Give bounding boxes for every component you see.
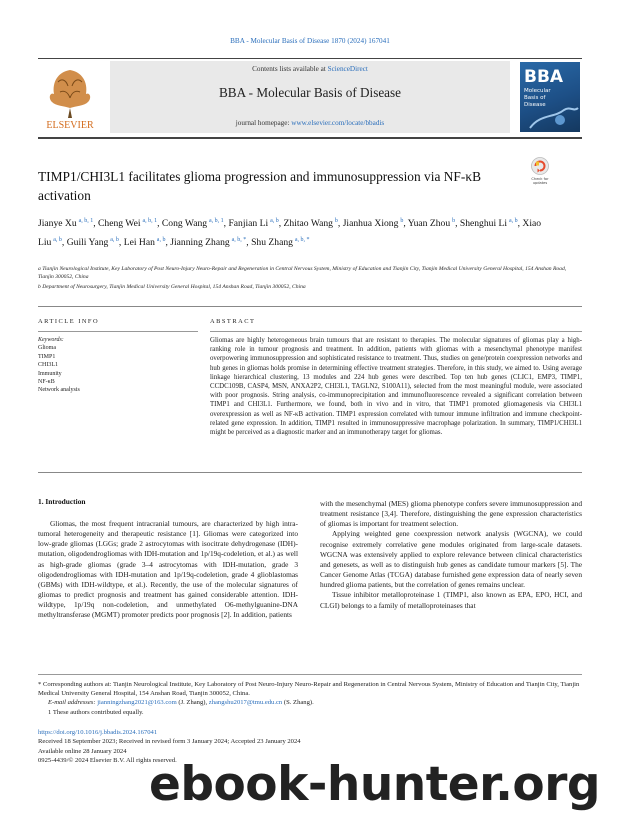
author-name: Lei Han — [123, 237, 155, 249]
available-online: Available online 28 January 2024 — [38, 747, 127, 755]
article-title: TIMP1/CHI3L1 facilitates glioma progression and immunosuppression via NF-κB activation — [38, 169, 482, 203]
author-name: Cong Wang — [161, 218, 208, 230]
contents-prefix: Contents lists available at — [252, 65, 328, 73]
watermark-text: ebook-hunter.org — [149, 757, 601, 812]
author-name: Shenghui Li — [459, 218, 508, 230]
keyword-item: Network analysis — [38, 387, 80, 394]
running-journal-citation[interactable]: BBA - Molecular Basis of Disease 1870 (2024) 167041 — [230, 37, 390, 45]
author[interactable] — [343, 218, 404, 229]
keyword-item: CHI3L1 — [38, 362, 58, 369]
abstract-heading: ABSTRACT — [210, 318, 256, 325]
svg-text:Disease: Disease — [524, 102, 546, 108]
homepage-prefix: journal homepage: — [235, 119, 292, 127]
header-rule-top — [38, 58, 582, 59]
abstract-rule — [210, 331, 582, 332]
doi-link[interactable]: https://doi.org/10.1016/j.bbadis.2024.167041 — [38, 729, 158, 736]
keyword-item: NF-κB — [38, 379, 55, 386]
footnote-rule — [38, 674, 582, 675]
author[interactable] — [408, 218, 455, 229]
elsevier-logo — [38, 62, 102, 132]
article-info-rule — [38, 331, 198, 332]
author-affiliation-marks[interactable]: a, b — [110, 237, 119, 244]
author-affiliation-marks[interactable]: a, b — [270, 218, 279, 224]
author-affiliation-marks[interactable]: a, b, * — [231, 237, 247, 244]
svg-text:Molecular: Molecular — [524, 88, 551, 94]
footnotes — [38, 680, 582, 717]
intro-paragraph: Tissue inhibitor metalloproteinase 1 (TIMP1, also known as EPA, EPO, HCI, and CLGI) belongs to a family of metalloproteinases that — [320, 590, 582, 610]
intro-paragraph: Applying weighted gene coexpression network analysis (WGCNA), we could recognise extremely correlative gene modules originated from large-scale datasets. WGCNA was extensively applied to explore relevance between clinical characteristics and genesets, as well as to distinguish hub genes as candidate tumour markers [5]. The Cancer Genome Atlas (TCGA) database furnished gene expression data of nearly seven hundred glioma patients, but the correlation of genes remains unclear. — [320, 529, 582, 590]
intro-paragraph: Gliomas, the most frequent intracranial tumours, are characterized by high intra-tumoral heterogeneity and therapeutic resistance [1]. Gliomas were categorized into low-grade gliomas (LGGs; grade 2 astrocytomas with isocitrate dehydrogenase (IDH)-mutation, oligodendrogliomas with IDH-mutation and 1p/19q-codeletion, et al.) as well as high-grade gliomas (grade 3–4 astrocytomas with IDH-mutation, grade 3 oligodendrogliomas with IDH-mutation and 1p/19q-codeletion, grade 4 glioblastomas (GBMs) with IDH-wildtype, et al.). Recently, the use of the molecular signatures of gliomas to predict prognosis and treatment has gained considerable attention. IDH-wildtype, 1p/19q non-codeletion, and unmethylated O6-methylguanine-DNA methyltransferase (MGMT) promoter predicts poor prognosis [2]. In addition, patients — [38, 519, 298, 620]
author[interactable] — [67, 237, 119, 248]
body-column-right — [320, 499, 582, 611]
author-name: Yuan Zhou — [407, 218, 451, 230]
check-for-updates-badge[interactable] — [524, 154, 556, 186]
section-rule — [38, 472, 582, 473]
elsevier-wordmark: ELSEVIER — [46, 120, 94, 131]
affiliation-a: a Tianjin Neurological Institute, Key Laboratory of Post Neuro-Injury Neuro-Repair and Regeneration in Central Nervous System, Ministry of Education and Tianjin City, Tianjin Medical University General Hospital, 154 Anshan Road, Tianjin 300052, China — [38, 266, 567, 280]
homepage-link[interactable]: www.elsevier.com/locate/bbadis — [291, 119, 385, 127]
author-affiliation-marks[interactable]: b — [334, 218, 338, 224]
email-owner-2: (S. Zhang). — [282, 699, 314, 707]
email-link-2[interactable]: zhangshu2017@tmu.edu.cn — [208, 699, 283, 707]
author-affiliation-marks[interactable]: b — [400, 218, 404, 224]
intro-paragraph: with the mesenchymal (MES) glioma phenotype confers severe immunosuppression and treatment resistance [3,4]. Therefore, distinguishing the gene expression characteristics of gliomas is important for treatment selection. — [320, 499, 582, 529]
author[interactable] — [228, 218, 278, 229]
author[interactable] — [284, 218, 338, 229]
author[interactable] — [162, 218, 224, 229]
journal-title: BBA - Molecular Basis of Disease — [218, 85, 402, 100]
author-affiliation-marks[interactable]: a, b, * — [294, 237, 310, 244]
author-affiliation-marks[interactable]: b — [452, 218, 456, 224]
keyword-item: Immunity — [38, 370, 62, 377]
keyword-item: Glioma — [38, 345, 56, 352]
contents-line — [110, 65, 510, 73]
author-name: Guili Yang — [66, 237, 109, 249]
author-name: Jianye Xu — [38, 218, 77, 230]
author-affiliation-marks[interactable]: a, b — [53, 237, 62, 244]
author-list: Jianye Xu $^{a, b, 1}$, Cheng Wei $^{a, b, 1}$, Cong Wang $^{a, b, 1}$, Fanjian Li $^{a, b}$, Zhitao Wang $^b$, Jianhua Xiong $^b$, Yuan Zhou $^b$, Shenghui Li $^{a, b}$, Xiao Liu $^{a, b}$, Guili Yang $^{a, b}$, Lei Han $^{a, b}$, Jianning Zhang $^{a, b, *}$, Shu Zhang $^{a, b, *}$ — [38, 218, 542, 249]
author[interactable] — [38, 218, 93, 229]
corresponding-author-note: * Corresponding authors at: Tianjin Neurological Institute, Key Laboratory of Post Neuro-Injury Neuro-Repair and Regeneration in Central Nervous System, Ministry of Education and Tianjin City, Tianjin Medical University General Hospital, 154 Anshan Road, Tianjin 300052, China. — [38, 681, 580, 698]
affiliation-b: b Department of Neurosurgery, Tianjin Medical University General Hospital, 154 Anshan Road, Tianjin 300052, China — [38, 284, 306, 290]
author-name: Jianhua Xiong — [342, 218, 399, 230]
author-affiliation-marks[interactable]: a, b, 1 — [78, 218, 94, 224]
homepage-line — [110, 119, 510, 127]
author-name: Cheng Wei — [98, 218, 141, 230]
header-rule-bottom — [38, 137, 582, 139]
keywords-block — [38, 336, 198, 395]
received-dates: Received 18 September 2023; Received in revised form 3 January 2024; Accepted 23 January 2024 — [38, 738, 301, 746]
svg-text:updates: updates — [532, 181, 548, 185]
svg-text:Check for: Check for — [531, 177, 549, 181]
article-info-heading: ARTICLE INFO — [38, 318, 100, 325]
body-column-left — [38, 519, 298, 621]
abstract-text: Gliomas are highly heterogeneous brain tumours that are resistant to therapies. The molecular signatures of gliomas play a high-ranking role in tumour prognosis and treatment. In addition, patients with gliomas with a mesenchymal phenotype manifest overpowering immunosuppression and sophisticated resistance to treatment. Thus, studies on gene/protein coexpression networks and hub genes in gliomas holds promise in determining effective treatment strategies. Therefore, in this study, we aimed to. Using average linkage hierarchical clustering, 13 modules and 224 hub genes were described. Top ten hub genes (CLIC1, EMP3, TIMP1, CCDC109B, CASP4, MSN, ANXA2P2, CHI3L1, TAGLN2, S100A11), selected from the most meaningful module, were associated with poor prognosis. String analysis, co-immunoprecipitation and immunofluorescence revealed a significant correlation between TIMP1 and CHI3L1. Furthermore, we found, both in vivo and in vitro, that TIMP1 promoted gliomagenesis via CHI3L1 overexpression as well as NF-κB activation. TIMP1 expression correlated with tumour immune infiltration and immune checkpoint-related gene expression. In addition, TIMP1 resulted in immunosuppressive macrophage polarization. In summary, TIMP1/CHI3L1 might be perceived as a diagnostic marker and an immunotherapy target for gliomas. — [210, 337, 582, 437]
author-affiliation-marks[interactable]: a, b, 1 — [142, 218, 158, 224]
email-link-1[interactable]: jianningzhang2021@163.com — [97, 699, 177, 707]
author-affiliation-marks[interactable]: a, b — [156, 237, 166, 244]
author[interactable] — [251, 237, 309, 248]
keyword-item: TIMP1 — [38, 353, 56, 360]
svg-text:BBA: BBA — [524, 67, 564, 87]
email-line — [38, 698, 582, 707]
author-affiliation-marks[interactable]: a, b, 1 — [208, 218, 224, 224]
svg-text:Basis of: Basis of — [524, 95, 546, 101]
author-name: Xiao Liu — [38, 218, 542, 249]
email-owner-1: (J. Zhang), — [176, 699, 209, 707]
keywords-label: Keywords: — [38, 337, 64, 343]
section-rule — [38, 306, 582, 307]
author[interactable] — [98, 218, 157, 229]
journal-header-banner — [110, 61, 510, 133]
equal-contribution-note: 1 These authors contributed equally. — [48, 708, 144, 716]
copyright-line: 0925-4439/© 2024 Elsevier B.V. All rights reserved. — [38, 757, 177, 765]
email-label: E-mail addresses: — [48, 699, 98, 707]
author[interactable] — [460, 218, 518, 229]
author-name: Zhitao Wang — [283, 218, 333, 230]
sciencedirect-link[interactable]: ScienceDirect — [327, 65, 368, 73]
author-affiliation-marks[interactable]: a, b — [508, 218, 518, 224]
introduction-heading: 1. Introduction — [38, 497, 86, 506]
journal-cover-image[interactable] — [520, 62, 580, 132]
author-name: Fanjian Li — [228, 218, 269, 230]
author[interactable] — [124, 237, 166, 248]
author-name: Jianning Zhang — [170, 237, 230, 249]
author-name: Shu Zhang — [251, 237, 293, 249]
author[interactable] — [170, 237, 246, 248]
